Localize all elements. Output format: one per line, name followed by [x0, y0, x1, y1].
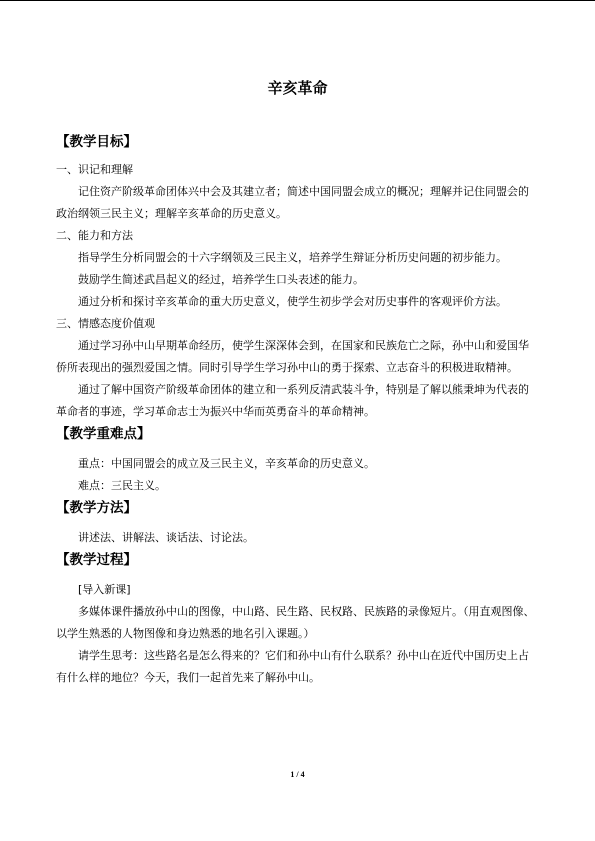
paragraph: 记住资产阶级革命团体兴中会及其建立者；简述中国同盟会成立的概况；理解并记住同盟会的政治纲领三民主义；理解辛亥革命的历史意义。: [56, 185, 529, 220]
section-heading-methods: 【教学方法】: [56, 500, 137, 516]
paragraph: 通过分析和探讨辛亥革命的重大历史意义，使学生初步学会对历史事件的客观评价方法。: [78, 295, 507, 308]
subheading-ability: 二、能力和方法: [56, 229, 133, 242]
subheading-knowledge: 一、识记和理解: [56, 163, 133, 176]
section-heading-key-points: 【教学重难点】: [56, 426, 151, 442]
header-rule: [0, 0, 595, 1]
paragraph: 难点：三民主义。: [78, 479, 166, 492]
paragraph: 鼓励学生简述武昌起义的经过，培养学生口头表述的能力。: [78, 273, 364, 286]
page-number: 1 / 4: [290, 770, 305, 779]
document-title: 辛亥革命: [267, 79, 328, 97]
section-heading-process: 【教学过程】: [56, 552, 137, 568]
document-body: [56, 131, 539, 689]
paragraph: 指导学生分析同盟会的十六字纲领及三民主义，培养学生辩证分析历史问题的初步能力。: [78, 251, 507, 264]
subheading-values: 三、情感态度价值观: [56, 317, 155, 330]
paragraph: 重点：中国同盟会的成立及三民主义，辛亥革命的历史意义。: [78, 457, 375, 470]
paragraph: 通过学习孙中山早期革命经历，使学生深深体会到，在国家和民族危亡之际，孙中山和爱国华侨所表现出的强烈爱国之情。同时引导学生学习孙中山的勇于探索、立志奋斗的积极进取精神。: [56, 339, 529, 374]
paragraph: 多媒体课件播放孙中山的图像，中山路、民生路、民权路、民族路的录像短片。（用直观图像、以学生熟悉的人物图像和身边熟悉的地名引入课题。）: [56, 605, 535, 640]
paragraph: 通过了解中国资产阶级革命团体的建立和一系列反清武装斗争，特别是了解以熊秉坤为代表的革命者的事迹，学习革命志士为振兴中华而英勇奋斗的革命精神。: [56, 383, 529, 418]
paragraph: 请学生思考：这些路名是怎么得来的？它们和孙中山有什么联系？孙中山在近代中国历史上占有什么样的地位？今天，我们一起首先来了解孙中山。: [56, 649, 529, 684]
section-heading-goals: 【教学目标】: [56, 134, 137, 150]
paragraph: 讲述法、讲解法、谈话法、讨论法。: [78, 531, 254, 544]
paragraph-lead-in: [导入新课]: [78, 583, 131, 596]
